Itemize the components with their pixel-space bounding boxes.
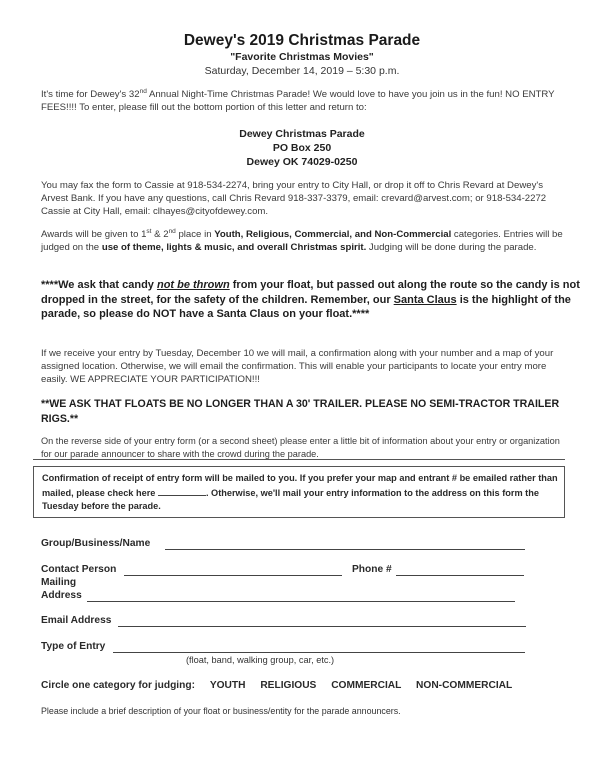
awards-paragraph: [41, 228, 571, 254]
candy-emphasis: not be thrown: [156, 279, 230, 291]
awards-text-5: Judging will be done during the parade.: [366, 242, 537, 254]
mailing-address-field[interactable]: [87, 601, 515, 602]
awards-ordinal-1: st: [146, 227, 152, 235]
candy-text-1: ****We ask that candy: [41, 279, 157, 291]
address-line-3: Dewey OK 74029-0250: [246, 156, 358, 168]
address-label: Address: [41, 590, 82, 601]
category-non-commercial[interactable]: NON-COMMERCIAL: [416, 680, 513, 691]
candy-text-3: is the highlight of the parade, so please do NOT have a Santa Claus on your float.****: [41, 293, 571, 320]
candy-text-2: from your float, but passed out along the route so the candy is not dropped in the street, for the safety of the children. Remember, our: [41, 279, 580, 306]
email-address-label: Email Address: [41, 615, 112, 626]
confirmation-box: [33, 466, 565, 518]
description-note: Please include a brief description of your float or business/entity for the parade announcers.: [41, 706, 401, 716]
fax-paragraph: You may fax the form to Cassie at 918-534-2274, bring your entry to City Hall, or drop it off to Chris Revard at Dewey's Arvest Bank. If you have any questions, call Chris Revard 918-337-3379, email: crevard@arvest.com; or 918-534-2272 Cassie at City Hall, email: clhayes@cityofdewey.com.: [41, 180, 547, 218]
judging-category-row: [41, 680, 512, 691]
mailing-address: [0, 127, 604, 169]
confirmation-text-1: Confirmation of receipt of entry form will be mailed to you. If you prefer your map and entrant # be emailed rather than mailed, please check here: [42, 473, 558, 498]
category-religious[interactable]: RELIGIOUS: [260, 680, 317, 691]
type-of-entry-field[interactable]: [113, 652, 525, 653]
type-of-entry-hint: (float, band, walking group, car, etc.): [186, 655, 335, 665]
awards-text-1: Awards will be given to 1: [41, 229, 147, 240]
group-name-label: Group/Business/Name: [41, 538, 151, 549]
awards-ordinal-2: nd: [168, 227, 176, 235]
mailing-label: Mailing: [41, 577, 77, 588]
judging-criteria: use of theme, lights & music, and overall Christmas spirit.: [101, 242, 367, 254]
judging-category-label: Circle one category for judging:: [41, 680, 195, 691]
awards-text-2: & 2: [151, 229, 169, 240]
intro-text-1: It's time for Dewey's 32: [41, 89, 140, 100]
contact-person-field[interactable]: [124, 575, 342, 576]
award-categories: Youth, Religious, Commercial, and Non-Commercial: [214, 229, 452, 240]
trailer-notice: **WE ASK THAT FLOATS BE NO LONGER THAN A 30' TRAILER. PLEASE NO SEMI-TRACTOR TRAILER RIGS.**: [41, 398, 560, 425]
reverse-side-note: On the reverse side of your entry form (or a second sheet) please enter a little bit of information about your entry or organization for our parade announcer to share with the crowd during the parade.: [41, 436, 560, 460]
type-of-entry-label: Type of Entry: [41, 641, 106, 652]
group-name-field[interactable]: [165, 549, 525, 550]
address-line-1: Dewey Christmas Parade: [239, 128, 365, 140]
page-title: Dewey's 2019 Christmas Parade: [183, 32, 421, 49]
entry-paragraph: If we receive your entry by Tuesday, December 10 we will mail, a confirmation along with your number and a map of your assigned location. Otherwise, we will email the confirmation. This will enable your participants to locate your entry more easily. WE APPRECIATE YOUR PARTICIPATION!!!: [41, 348, 554, 386]
email-address-field[interactable]: [118, 626, 526, 627]
address-line-2: PO Box 250: [272, 142, 332, 154]
intro-ordinal: nd: [139, 87, 147, 95]
section-divider: [33, 459, 565, 460]
email-preference-checkbox-blank[interactable]: [158, 486, 206, 496]
confirmation-text-2: . Otherwise, we'll mail your entry information to the address on this form the Tuesday before the parade.: [42, 487, 539, 511]
awards-text-4: categories. Entries will be judged on the: [41, 229, 563, 254]
parade-theme: "Favorite Christmas Movies": [230, 51, 374, 63]
category-commercial[interactable]: COMMERCIAL: [331, 680, 402, 691]
santa-claus-text: Santa Claus: [393, 293, 457, 306]
phone-label: Phone #: [352, 564, 392, 575]
category-youth[interactable]: YOUTH: [209, 680, 246, 691]
intro-paragraph: [41, 88, 571, 114]
phone-field[interactable]: [396, 575, 524, 576]
awards-text-3: place in: [175, 229, 215, 240]
contact-person-label: Contact Person: [41, 564, 117, 575]
intro-text-2: Annual Night-Time Christmas Parade! We would love to have you join us in the fun! NO ENTRY FEES!!!! To enter, please fill out the bottom portion of this letter and return to:: [41, 89, 555, 114]
candy-notice: [41, 278, 581, 322]
confirmation-text: [42, 472, 558, 514]
parade-date: Saturday, December 14, 2019 – 5:30 p.m.: [204, 65, 400, 77]
